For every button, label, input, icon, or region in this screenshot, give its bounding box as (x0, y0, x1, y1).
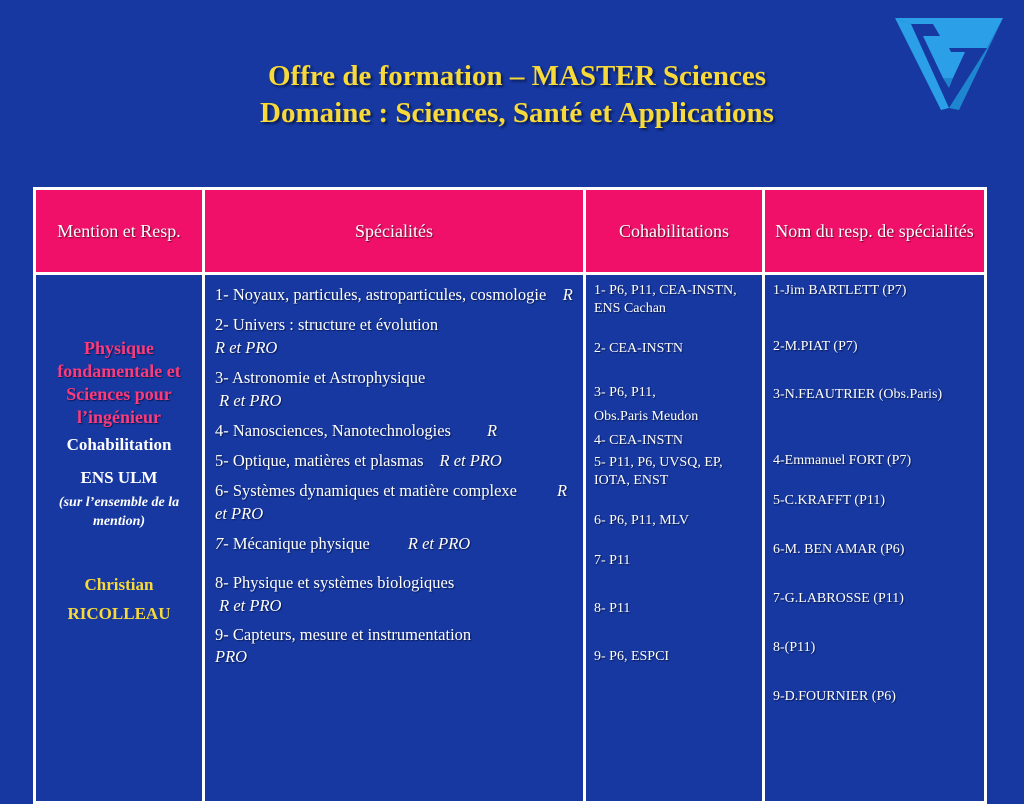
resp-item: 1-Jim BARTLETT (P7) (773, 283, 907, 298)
specialite-item: 5- Optique, matières et plasmas R et PRO (215, 451, 502, 470)
mention-cell (35, 274, 204, 803)
specialite-item: 9- Capteurs, mesure et instrumentation PRO (215, 625, 472, 666)
table-row (35, 274, 986, 803)
specialite-item: 2- Univers : structure et évolution R et PRO (215, 315, 439, 357)
cohab-label: Cohabilitation (66, 435, 172, 454)
title-line-2: Domaine : Sciences, Santé et Applications (260, 97, 774, 129)
header-cohabilitations: Cohabilitations (585, 189, 764, 274)
cohab-item: 9- P6, ESPCI (594, 649, 670, 664)
cohab-item: 2- CEA-INSTN (594, 341, 684, 356)
cohab-item: 3- P6, P11, (594, 385, 656, 400)
resp-item: 8-(P11) (773, 640, 816, 655)
resp-item: 7-G.LABROSSE (P11) (773, 591, 904, 606)
specialite-item: 3- Astronomie et Astrophysique R et PRO (215, 368, 426, 410)
resp-item: 6-M. BEN AMAR (P6) (773, 542, 905, 557)
specialite-item: 8- Physique et systèmes biologiques R et PRO (215, 573, 455, 615)
slide-title (0, 58, 1024, 132)
table-header-row (35, 189, 986, 274)
cohab-item: 7- P11 (594, 553, 631, 568)
cohabilitations-cell (585, 274, 764, 803)
cohab-item: 6- P6, P11, MLV (594, 513, 690, 528)
resp-item: 5-C.KRAFFT (P11) (773, 493, 886, 508)
university-logo-icon (893, 14, 1005, 112)
mention-name: Physique fondamentale et Sciences pour l’ingénieur (57, 338, 181, 427)
header-specialites: Spécialités (204, 189, 585, 274)
cohab-item: 1- P6, P11, CEA-INSTN, ENS Cachan (594, 283, 737, 316)
header-mention: Mention et Resp. (35, 189, 204, 274)
resp-item: 4-Emmanuel FORT (P7) (773, 453, 912, 468)
mention-note: (sur l’ensemble de la mention) (58, 495, 180, 529)
resp-first-name: Christian (84, 575, 154, 594)
specialite-item: 6- Systèmes dynamiques et matière complexe R et PRO (215, 481, 568, 523)
formation-table (33, 187, 987, 804)
responsables-cell (764, 274, 986, 803)
cohab-item: 8- P11 (594, 601, 631, 616)
resp-item: 2-M.PIAT (P7) (773, 339, 858, 354)
resp-last-name: RICOLLEAU (67, 604, 171, 623)
cohab-item: Obs.Paris Meudon (594, 409, 699, 424)
cohab-value: ENS ULM (80, 468, 158, 487)
specialite-item: 4- Nanosciences, Nanotechnologies R (215, 421, 498, 440)
specialites-cell (204, 274, 585, 803)
cohab-item: 5- P11, P6, UVSQ, EP, IOTA, ENST (594, 455, 723, 488)
resp-item: 9-D.FOURNIER (P6) (773, 689, 896, 704)
header-responsables: Nom du resp. de spécialités (764, 189, 986, 274)
specialite-item: 7- Mécanique physique R et PRO (215, 534, 471, 553)
specialite-item: 1- Noyaux, particules, astroparticules, cosmologie R (215, 285, 573, 304)
title-line-1: Offre de formation – MASTER Sciences (267, 60, 767, 92)
cohab-item: 4- CEA-INSTN (594, 433, 684, 448)
resp-item: 3-N.FEAUTRIER (Obs.Paris) (773, 387, 943, 402)
